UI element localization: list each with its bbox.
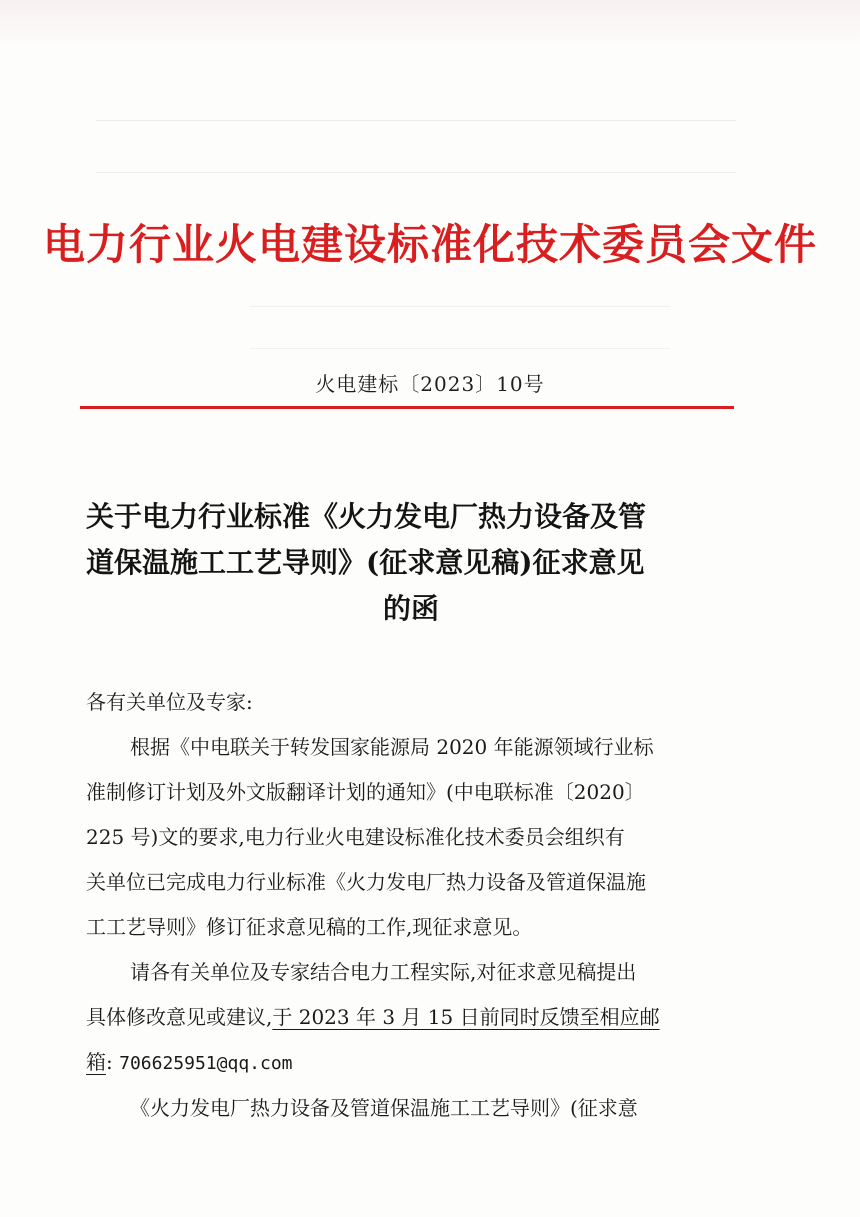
bleed-through-mark	[250, 306, 670, 321]
deadline-underlined-text: 箱	[86, 1050, 106, 1074]
body-line: 根据《中电联关于转发国家能源局 2020 年能源领域行业标	[130, 735, 654, 759]
body-line: 关单位已完成电力行业标准《火力发电厂热力设备及管道保温施	[86, 870, 646, 894]
deadline-underlined-text: 于 2023 年 3 月 15 日前同时反馈至相应邮	[272, 1005, 660, 1029]
feedback-email: 706625951@qq.com	[119, 1053, 293, 1074]
bleed-through-mark	[96, 172, 736, 187]
body-text-segment: :	[106, 1050, 120, 1074]
body-line: 准制修订计划及外文版翻译计划的通知》(中电联标准〔2020〕	[86, 780, 645, 804]
body-line	[86, 995, 736, 1040]
title-line: 道保温施工工艺导则》(征求意见稿)征求意见	[86, 546, 645, 579]
body-line: 225 号)文的要求,电力行业火电建设标准化技术委员会组织有	[86, 825, 625, 849]
body-line	[86, 1040, 736, 1086]
letter-body	[86, 680, 736, 1131]
bleed-through-mark	[250, 348, 670, 363]
body-text-segment: 具体修改意见或建议,	[86, 1005, 273, 1029]
issuer-masthead: 电力行业火电建设标准化技术委员会文件	[42, 220, 817, 269]
salutation: 各有关单位及专家:	[86, 690, 253, 714]
letter-title	[86, 494, 736, 632]
body-line: 《火力发电厂热力设备及管道保温施工工艺导则》(征求意	[130, 1096, 638, 1120]
title-line: 的函	[382, 592, 439, 625]
bleed-through-mark	[96, 120, 736, 135]
document-number: 火电建标〔2023〕10号	[315, 372, 545, 396]
scan-edge-shading	[0, 0, 860, 48]
body-line: 工工艺导则》修订征求意见稿的工作,现征求意见。	[86, 915, 533, 939]
red-divider-rule	[80, 406, 734, 409]
title-line: 关于电力行业标准《火力发电厂热力设备及管	[86, 500, 647, 533]
body-line: 请各有关单位及专家结合电力工程实际,对征求意见稿提出	[130, 960, 637, 984]
